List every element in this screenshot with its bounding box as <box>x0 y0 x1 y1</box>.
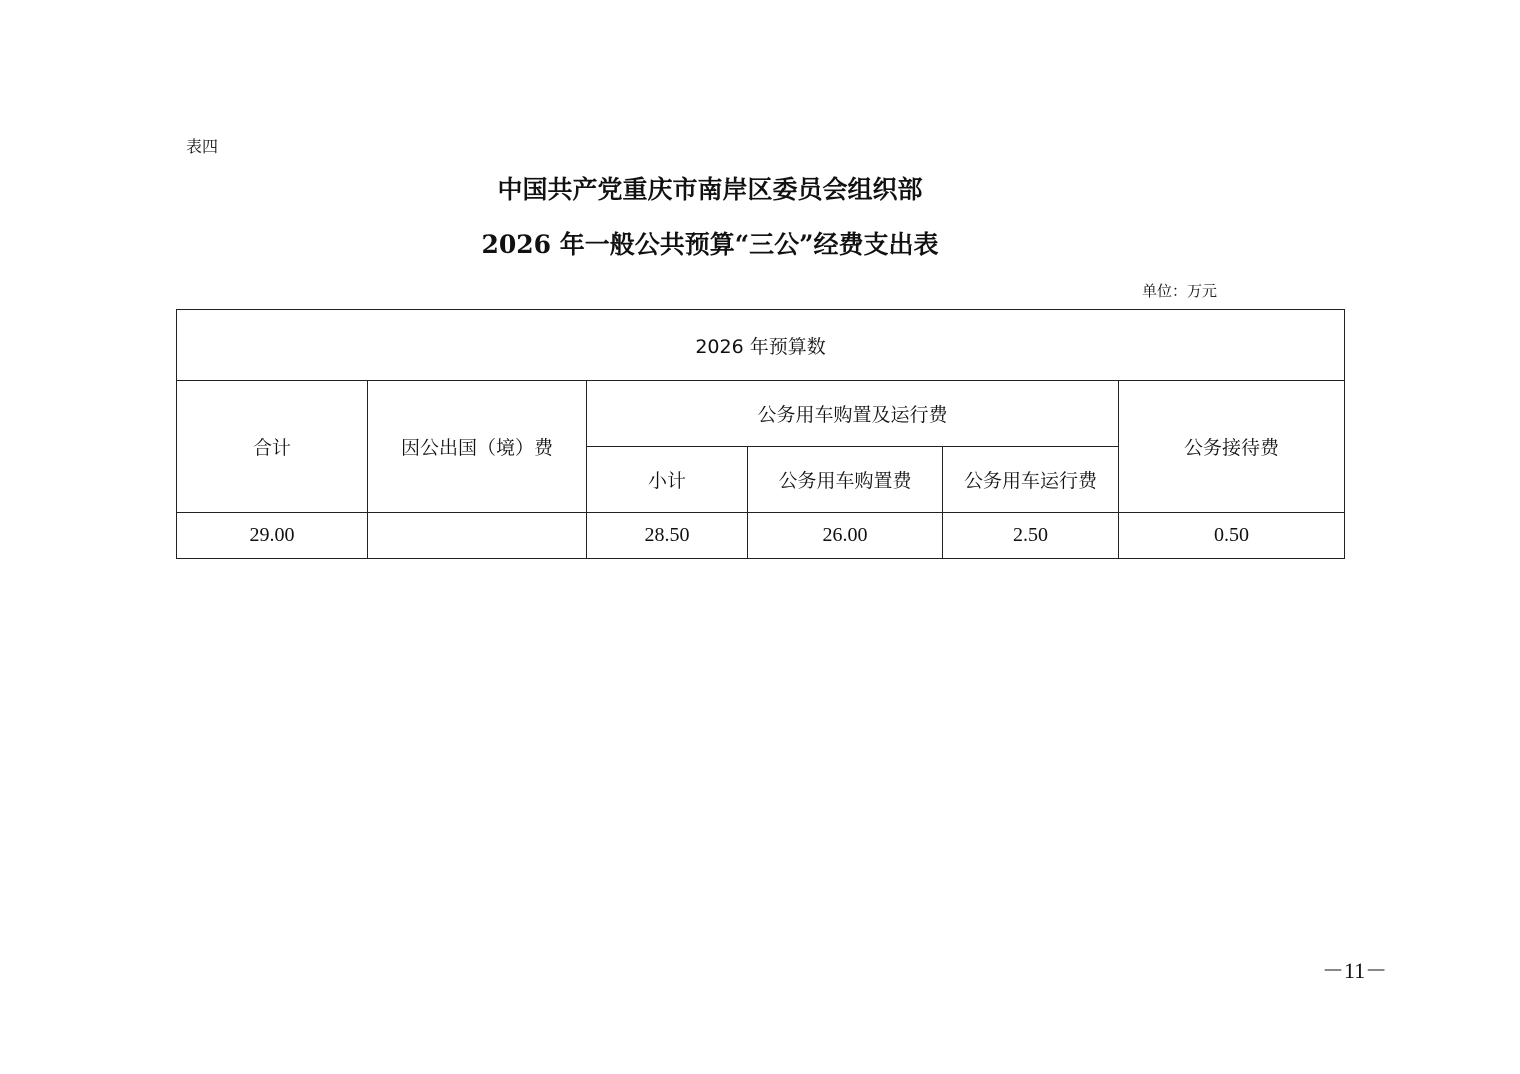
header-vehicle-group: 公务用车购置及运行费 <box>587 381 1119 447</box>
header-vehicle-operation: 公务用车运行费 <box>943 447 1119 513</box>
header-budget-year: 2026 年预算数 <box>177 310 1345 381</box>
cell-total: 29.00 <box>177 513 368 559</box>
header-reception: 公务接待费 <box>1119 381 1345 513</box>
header-overseas: 因公出国（境）费 <box>368 381 587 513</box>
header-vehicle-purchase: 公务用车购置费 <box>748 447 943 513</box>
cell-subtotal: 28.50 <box>587 513 748 559</box>
page-number: －11－ <box>1322 958 1388 983</box>
table-label: 表四 <box>186 137 219 156</box>
budget-table <box>176 309 1345 559</box>
header-total: 合计 <box>177 381 368 513</box>
cell-vehicle-operation: 2.50 <box>943 513 1119 559</box>
cell-reception: 0.50 <box>1119 513 1345 559</box>
unit-label: 单位：万元 <box>1142 282 1218 300</box>
table-row <box>177 513 1345 559</box>
document-title-line2: 2026 年一般公共预算“三公”经费支出表 <box>481 230 939 259</box>
table-header-row-main <box>177 381 1345 447</box>
table-header-row-top <box>177 310 1345 381</box>
document-title-line1: 中国共产党重庆市南岸区委员会组织部 <box>497 175 923 204</box>
header-subtotal: 小计 <box>587 447 748 513</box>
cell-overseas <box>368 513 587 559</box>
cell-vehicle-purchase: 26.00 <box>748 513 943 559</box>
